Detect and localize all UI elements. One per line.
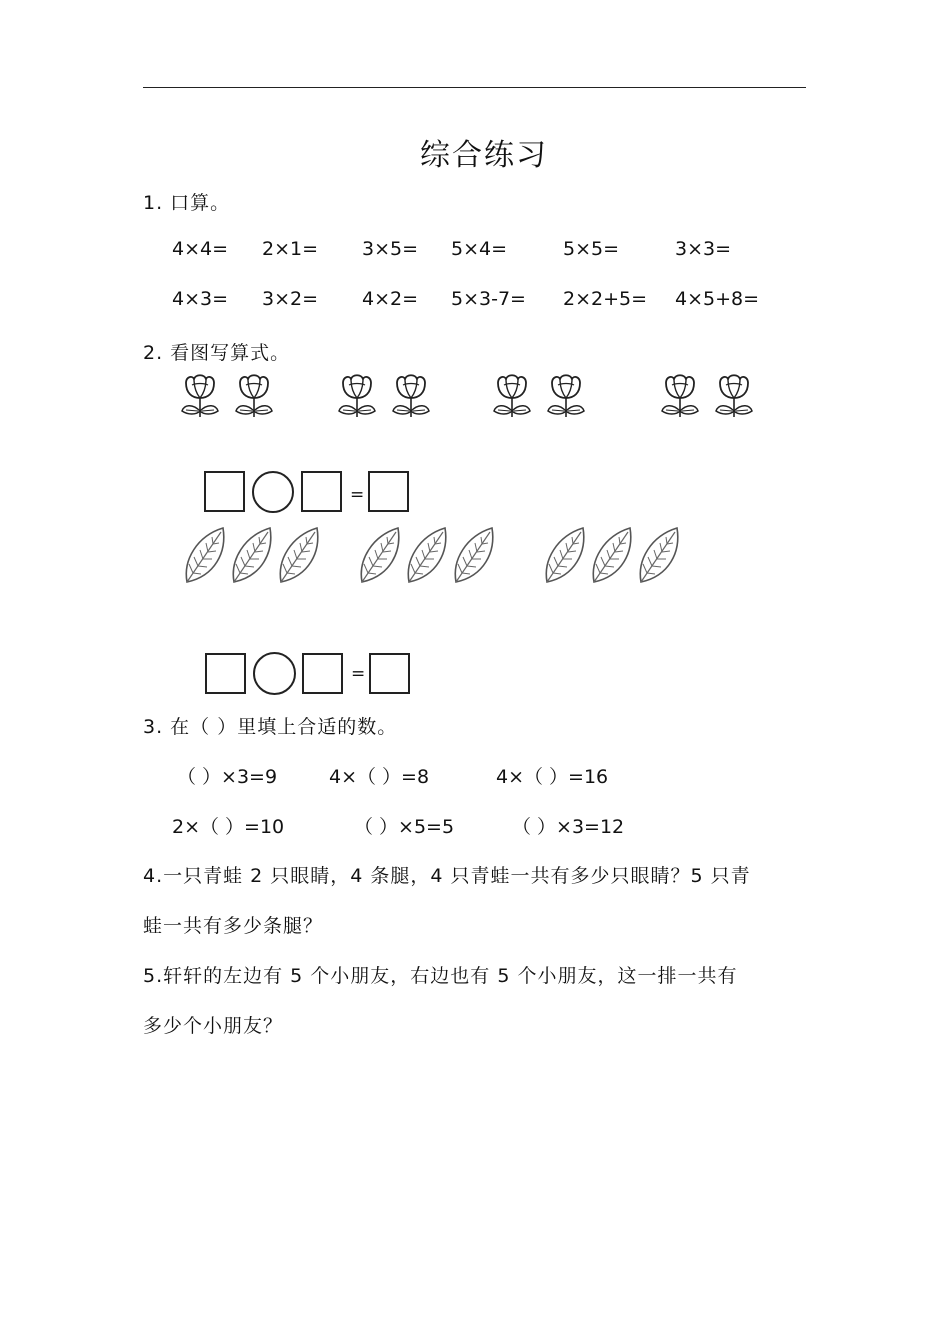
flower-group <box>660 373 760 425</box>
question-2-heading: 2. 看图写算式。 <box>143 342 291 364</box>
equals-sign: = <box>351 664 366 684</box>
q1-item: 3×5= <box>362 238 419 260</box>
q1-item: 5×4= <box>451 238 508 260</box>
q3-item: 4×（ ）=8 <box>329 766 430 788</box>
q1-item: 5×3-7= <box>451 288 526 310</box>
question-4-line: 4.一只青蛙 2 只眼睛，4 条腿，4 只青蛙一共有多少只眼睛？5 只青 <box>143 865 751 887</box>
operator-circle[interactable] <box>252 471 294 513</box>
question-4-line: 蛙一共有多少条腿？ <box>143 915 324 937</box>
q1-item: 4×3= <box>172 288 229 310</box>
leaf-icon <box>183 526 328 586</box>
q1-item: 2×2+5= <box>563 288 648 310</box>
leaf-group <box>543 526 688 590</box>
flower-icon <box>337 373 437 421</box>
q1-item: 3×2= <box>262 288 319 310</box>
q3-item: （ ）×3=9 <box>177 766 278 788</box>
answer-box[interactable] <box>301 471 342 512</box>
answer-box[interactable] <box>205 653 246 694</box>
answer-box[interactable] <box>368 471 409 512</box>
flower-group <box>337 373 437 425</box>
question-3-heading: 3. 在（ ）里填上合适的数。 <box>143 716 398 738</box>
q1-item: 3×3= <box>675 238 732 260</box>
question-5-line: 5.轩轩的左边有 5 个小朋友，右边也有 5 个小朋友，这一排一共有 <box>143 965 738 987</box>
question-1-heading: 1. 口算。 <box>143 192 231 214</box>
answer-box[interactable] <box>302 653 343 694</box>
flower-icon <box>660 373 760 421</box>
page-title: 综合练习 <box>420 138 548 173</box>
flower-group <box>180 373 280 425</box>
leaf-group <box>183 526 328 590</box>
q3-item: （ ）×3=12 <box>512 816 625 838</box>
leaf-group <box>358 526 503 590</box>
flower-icon <box>492 373 592 421</box>
answer-box[interactable] <box>369 653 410 694</box>
answer-box[interactable] <box>204 471 245 512</box>
leaf-icon <box>358 526 503 586</box>
equals-sign: = <box>350 485 365 505</box>
q3-item: （ ）×5=5 <box>354 816 455 838</box>
q1-item: 2×1= <box>262 238 319 260</box>
q1-item: 5×5= <box>563 238 620 260</box>
leaf-icon <box>543 526 688 586</box>
question-5-line: 多少个小朋友？ <box>143 1015 284 1037</box>
q1-item: 4×2= <box>362 288 419 310</box>
q1-item: 4×4= <box>172 238 229 260</box>
flower-group <box>492 373 592 425</box>
flower-icon <box>180 373 280 421</box>
q1-item: 4×5+8= <box>675 288 760 310</box>
q3-item: 4×（ ）=16 <box>496 766 609 788</box>
operator-circle[interactable] <box>253 652 296 695</box>
q3-item: 2×（ ）=10 <box>172 816 285 838</box>
header-rule <box>143 87 806 88</box>
